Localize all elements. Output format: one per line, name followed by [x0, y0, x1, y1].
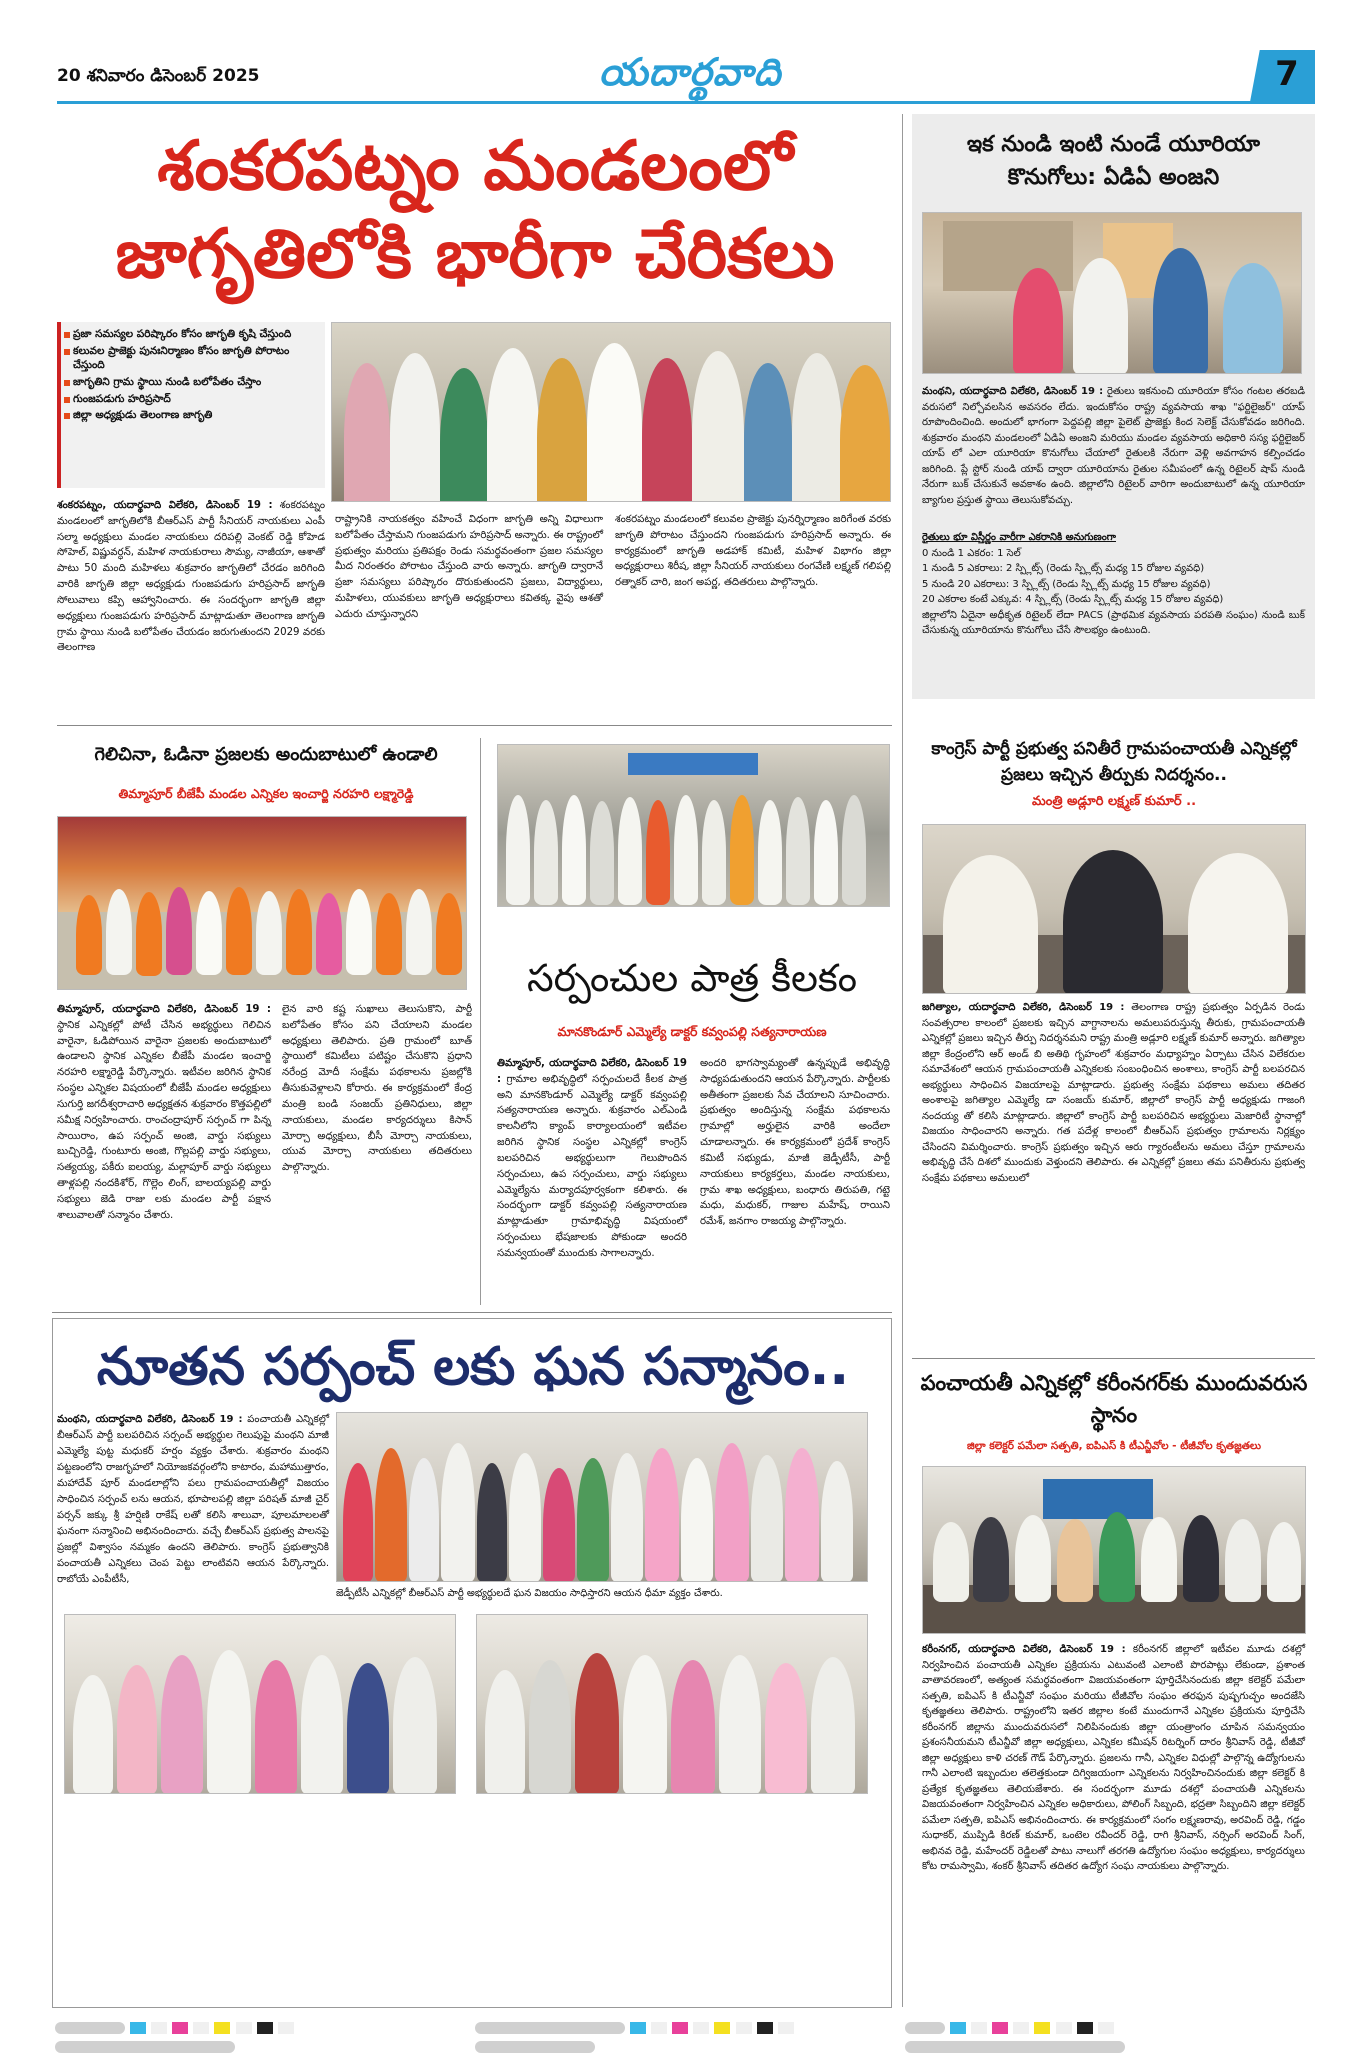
karimnagar-headline: పంచాయతీ ఎన్నికల్లో కరీంనగర్‌కు ముందువరుస స్థానం: [920, 1371, 1308, 1427]
header-rule: [57, 101, 1315, 104]
gelichina-headline: గెలిచినా, ఓడినా ప్రజలకు అందుబాటులో ఉండాలి: [94, 744, 438, 765]
lead-bullet: గుంజపడుగు హరిప్రసాద్: [61, 391, 325, 408]
lead-body-col1: [57, 498, 325, 656]
gelichina-text-col1: స్థానిక ఎన్నికల్లో పోటీ చేసిన అభ్యర్థులు గెలిచిన వారైనా, ఓడిపోయిన వారైనా ప్రజలకు అందుబాటులో ఉండాలని స్థానిక ఎన్నికల బీజేపీ మండల ఇంచార్జి నరహరి లక్ష్మారెడ్డి పేర్కొన్నారు. ఇటీవల జరిగిన స్థానిక సంస్థల ఎన్నికల విషయంలో బీజేపీ మండల అధ్యక్షులు సుగుర్తి జగదీశ్వరాచారి అధ్యక్షతన శుక్రవారం కొత్తపల్లిలో సమీక్ష నిర్వహించారు. రాంచంద్రాపూర్ సర్పంచ్ గా పిన్న సాయిరాం, ఉప సర్పంచ్ అంజి, వార్డు సభ్యులు బుచ్చిరెడ్డి, గుంటూరు అంజి, గొల్లపల్లి వార్డు సభ్యులు, సత్యయ్య, పకీరు ఐలయ్య, మల్లాపూర్ వార్డు సభ్యులు తాళ్లపల్లి నందకిశోర్, గొల్లెం లింగ్, బాలయ్యపల్లి వార్డు సభ్యులు జెడి రాజు లకు మండల పార్టీ పక్షాన శాలువాలతో సన్మానం చేశారు.: [57, 1019, 271, 1221]
felicitation-text: పంచాయతీ ఎన్నికల్లో బీఆర్ఎస్ పార్టీ బలపరిచిన సర్పంచ్ అభ్యర్థుల గెలుపుపై మంథని మాజీ ఎమ్మెల్యే పుట్ట మధుకర్ హర్షం వ్యక్తం చేశారు. శుక్రవారం మంథని పట్టణంలోని రాజగృహలో నియోజకవర్గంలోని కాటారం, మహాముత్తారం, మహాదేవ్ పూర్ మండలాల్లోని పలు గ్రామపంచాయతీల్లో విజయం సాధించిన సర్పంచ్ లను ఆయన, భూపాలపల్లి జిల్లా పరిషత్ మాజీ చైర్ పర్సన్ జక్కు శ్రీ హర్షిణి రాకేష్ లతో కలిసి శాలువా, పూలమాలలతో ఘనంగా సన్మానించి అభినందించారు. వచ్చే బీఆర్ఎస్ ప్రభుత్వ పాలనపై ప్రజల్లో విశ్వాసం నమ్మకం ఉందని తెలిపారు. కాంగ్రెస్ ప్రభుత్వానికి పంచాయతీ ఎన్నికలు చెంప పెట్టు లాంటివని ఆయన పేర్కొన్నారు. రాబోయే ఎంపీటీసీ,: [57, 1414, 329, 1585]
felicitation-continuation-text: జెడ్పీటీసీ ఎన్నికల్లో బీఆర్ఎస్ పార్టీ అభ్యర్థులదే ఘన విజయం సాధిస్తారని ఆయన ధీమా వ్యక్తం చేశారు.: [336, 1588, 723, 1599]
gelichina-body-col2: [282, 1002, 472, 1176]
urea-dateline: మంథని, యదార్థవాది విలేకరి, డిసెంబర్ 19 :: [922, 386, 1104, 397]
page-number: 7: [1275, 54, 1299, 94]
lead-headline-line2: జాగృతిలోకి భారీగా చేరికలు: [115, 215, 835, 294]
lead-bullet: ప్రజా సమస్యల పరిష్కారం కోసం జాగృతి కృషి చేస్తుంది: [61, 326, 325, 343]
lead-text-col2: రాష్ట్రానికి నాయకత్వం వహించే విధంగా జాగృతి అన్ని విధాలుగా బలోపేతం చేస్తామని గుంజపడుగు హరిప్రసాద్ అన్నారు. ఈ రాష్ట్రంలో ప్రభుత్వం మరియు ప్రతిపక్షం రెండు సమర్థవంతంగా ప్రజల సమస్యల మీద నిరంతరం పోరాటం చేస్తుంది వారు అన్నారు. జాగృతి ద్వారానే ప్రజా సమస్యలు పరిష్కారం దొరుకుతుందని ప్రజలు, విద్యార్థులు, మహిళలు, యువకులు జాగృతి అధ్యక్షురాలు కవితక్క వైపు ఆశతో ఎదురు చూస్తున్నారని: [335, 514, 603, 620]
sarpanch-role-text-col1: గ్రామాల అభివృద్ధిలో సర్పంచులదే కీలక పాత్ర అని మానకొండూర్ ఎమ్మెల్యే డాక్టర్ కవ్వంపల్లి సత్యనారాయణ అన్నారు. శుక్రవారం ఎల్ఎండి కాలనీలోని క్యాంప్ కార్యాలయంలో ఇటీవల జరిగిన స్థానిక సంస్థల ఎన్నికల్లో కాంగ్రెస్ బలపరిచిన అభ్యర్థులుగా గెలుపొందిన సర్పంచులు, ఉప సర్పంచులు, వార్డు సభ్యులు ఎమ్మెల్యేను మర్యాదపూర్వకంగా కలిశారు. ఈ సందర్భంగా డాక్టర్ కవ్వంపల్లి సత్యనారాయణ మాట్లాడుతూ గ్రామాభివృద్ధి విషయంలో సర్పంచులు భేషజాలకు పోకుండా అందరి సమన్వయంతో ముందుకు సాగాలన్నారు.: [497, 1073, 687, 1259]
urea-table: [922, 530, 1305, 639]
main-column-divider: [902, 114, 903, 2007]
gelichina-text-col2: లైన వారి కష్ట సుఖాలు తెలుసుకొని, పార్టీ బలోపేతం కోసం పని చేయాలని మండల అధ్యక్షులు తెలిపారు. ప్రతి గ్రామంలో బూత్ స్థాయిలో కమిటీలు పటిష్టం చేసుకొని ప్రధాని నరేంద్ర మోదీ సంక్షేమ పథకాలను ప్రజల్లోకి తీసుకువెళ్లాలని కోరారు. ఈ కార్యక్రమంలో కేంద్ర మంత్రి బండి సంజయ్ ప్రతినిధులు, జిల్లా నాయకులు, మండల కార్యదర్శులు కిసాన్ మోర్చా అధ్యక్షులు, బీసీ మోర్చా నాయకులు, యువ మోర్చా నాయకులు తదితరులు పాల్గొన్నారు.: [282, 1004, 472, 1174]
lead-text-col1: శంకరపట్నం మండలంలో జాగృతిలోకి బీఆర్ఎస్ పార్టీ సీనియర్ నాయకులు ఎంపీ సల్మా అధ్యక్షులు మండల నాయకులు దరిపల్లి వెంకట్ రెడ్డి కోహెడ సోహెల్, విష్ణువర్ధన్, మహిళ నాయకురాలు సౌమ్య, నాజీయా, ఆశాతో పాటు 50 మంది మహిళలు శుక్రవారం జాగృతిలో చేరడం జరిగింది వారికి జాగృతి జిల్లా అధ్యక్షుడు గుంజపడుగు హరిప్రసాద్ జాగృతి సోలువాలు కప్పి ఆహ్వానించారు. ఈ సందర్భంగా జాగృతి జిల్లా అధ్యక్షులు గుంజపడుగు హరిప్రసాద్ మాట్లాడుతూ తెలంగాణ జాగృతి గ్రామ స్థాయి నుండి బలోపేతం చేయడం జరుగుతుందని 2029 వరకు తెలంగాణ: [57, 500, 325, 654]
lead-headline-line1: శంకరపట్నం మండలంలో: [157, 127, 793, 206]
mid-column-divider: [480, 738, 481, 1305]
lead-photo: [331, 322, 891, 502]
felicitation-photo-right: [476, 1614, 868, 1794]
sarpanch-role-photo: [497, 744, 890, 907]
karimnagar-dateline: కరీంనగర్, యదార్థవాది విలేకరి, డిసెంబర్ 19 :: [922, 1644, 1126, 1655]
congress-subhead: మంత్రి అడ్లూరి లక్ష్మణ్ కుమార్ ..: [1031, 794, 1197, 809]
section-rule: [912, 1358, 1315, 1359]
felicitation-continuation: [336, 1586, 868, 1602]
urea-photo: [922, 212, 1302, 374]
congress-text: తెలంగాణ రాష్ట్ర ప్రభుత్వం ఏర్పడిన రెండు సంవత్సరాల కాలంలో ప్రజలకు ఇచ్చిన వాగ్దానాలను అమలుపరుస్తున్న తీరుకు, గ్రామపంచాయతీ ఎన్నికల్లో ప్రజలు ఇచ్చిన తీర్పు నిదర్శనమని రాష్ట్ర మంత్రి అడ్లూరి లక్ష్మణ్ కుమార్ అన్నారు. జగిత్యాల జిల్లా కేంద్రంలోని ఆర్ అండ్ బి అతిథి గృహంలో శుక్రవారం మధ్యాహ్నం ఏర్పాటు చేసిన విలేకరుల సమావేశంలో ఆయన గ్రామపంచాయతీ ఎన్నికలకు సంబంధించిన అంశాలు, కాంగ్రెస్ పార్టీ బలపరచిన అభ్యర్థులు సాధించిన విజయాలపై మాట్లాడారు. ప్రభుత్వ సంక్షేమ పథకాలు అమలు తదితర అంశాలపై జగిత్యాల ఎమ్మెల్యే డా సంజయ్ కుమార్, జిల్లాలో కాంగ్రెస్ పార్టీ అధ్యక్షుడు గాజంగి నందయ్య తో కలిసి మాట్లాడారు. జిల్లాలో కాంగ్రెస్ పార్టీ బలపరిచిన అభ్యర్థులు మెజారిటీ స్థానాల్లో విజయం సాధించారని అన్నారు. గత పదేళ్ల కాలంలో బీఆర్ఎస్ ప్రభుత్వం గ్రామాలను నిర్లక్ష్యం చేసిందని విమర్శించారు. కాంగ్రెస్ ప్రభుత్వం ఇచ్చిన ఆరు గ్యారంటీలను అమలు చేస్తూ గ్రామాలను అభివృద్ధి చేసే దిశలో ముందుకు వెళ్తుందని తెలిపారు. ఈ ఎన్నికల్లో ప్రజలు తమ పనితీరును ప్రభుత్వ సంక్షేమ పథకాలు అమలులో: [922, 1002, 1305, 1184]
felicitation-body: [57, 1412, 329, 1588]
urea-table-row: 1 నుండి 5 ఎకరాలు: 2 స్ప్లిట్స్ (రెండు స్ప్లిట్స్ మధ్య 15 రోజుల వ్యవధి): [922, 563, 1205, 574]
gelichina-dateline: తిమ్మాపూర్, యదార్థవాది విలేకరి, డిసెంబర్ 19 :: [57, 1004, 271, 1015]
lead-bullet: జాగృతిని గ్రామ స్థాయి నుండి బలోపేతం చేస్తాం: [61, 374, 325, 391]
urea-table-row: 0 నుండి 1 ఎకరం: 1 సెల్: [922, 547, 1021, 559]
urea-table-row: 5 నుండి 20 ఎకరాలు: 3 స్ప్లిట్స్ (రెండు స్ప్లిట్స్ మధ్య 15 రోజుల వ్యవధి): [922, 578, 1211, 590]
lead-dateline: శంకరపట్నం, యదార్థవాది విలేకరి, డిసెంబర్ 19 :: [57, 500, 273, 511]
section-rule: [52, 1312, 892, 1313]
congress-body: [922, 1000, 1305, 1186]
congress-photo: [922, 824, 1306, 994]
urea-table-row: 20 ఎకరాల కంటే ఎక్కువ: 4 స్ప్లిట్స్ (రెండు స్ప్లిట్స్ మధ్య 15 రోజుల వ్యవధి): [922, 594, 1224, 605]
urea-table-title: రైతులు భూ విస్తీర్ణం వారీగా ఎకరానికి అనుగుణంగా: [922, 532, 1116, 543]
karimnagar-body: [922, 1642, 1305, 1875]
sarpanch-role-headline: సర్పంచుల పాత్ర కీలకం: [527, 956, 857, 1000]
sarpanch-role-body-col2: [700, 1056, 890, 1230]
urea-body: [922, 384, 1305, 508]
karimnagar-text: కరీంనగర్ జిల్లాలో ఇటీవల మూడు దశల్లో నిర్వహించిన పంచాయతీ ఎన్నికల ప్రక్రియను ఎటువంటి ఎలాంటి పొరపాట్లు లేకుండా, ప్రశాంత వాతావరణంలో, అత్యంత సమర్థవంతంగా విజయవంతంగా పూర్తిచేసినందుకు జిల్లా కలెక్టర్ పమేలా సత్పతి, ఐపిఎస్ కి టీఎన్జీవో సంఘం మరియు టీజీవోల సంఘం తరఫున పుష్పగుచ్ఛం అందజేసి కృతజ్ఞతలు తెలిపారు. రాష్ట్రంలోని ఇతర జిల్లాల కంటే ముందుగానే ఎన్నికల ప్రక్రియను పూర్తిచేసి కరీంనగర్ జిల్లాను ముందువరుసలో నిలిపినందుకు జిల్లా యంత్రాంగం చూపిన సమన్వయం ప్రశంసనీయమని టీఎన్జీవో జిల్లా అధ్యక్షులు, ఎన్నికల కమీషన్ రిటర్నింగ్ దారం శ్రీనివాస్ రెడ్డి, టీజీవో జిల్లా అధ్యక్షులు కాళి చరణ్ గౌడ్ పేర్కొన్నారు. ప్రజలను గానీ, ఎన్నికల విధుల్లో పాల్గొన్న ఉద్యోగులను గానీ ఎలాంటి ఇబ్బందుల తలెత్తకుండా దిగ్విజయంగా ఎన్నికలను నిర్వహించినందుకు జిల్లా కలెక్టర్ కి ప్రత్యేక కృతజ్ఞతలు తెలియజేశారు. ఈ సందర్భంగా మూడు దశల్లో పంచాయతీ ఎన్నికలను విజయవంతంగా నిర్వహించిన ఎన్నికల అధికారులు, పోలింగ్ సిబ్బంది, భద్రతా సిబ్బందిని జిల్లా కలెక్టర్ పమేలా సత్పతి, ఐపిఎస్ అభినందించారు. ఈ కార్యక్రమంలో సంగం లక్ష్మణరావు, అరవింద్ రెడ్డి, గడ్డం సుధాకర్, ముప్పిడి కిరణ్ కుమార్, ఒంటెల రవీందర్ రెడ్డి, రాగి శ్రీనివాస్, నర్సింగ్ అరవింద్ సింగ్, అభినవ రెడ్డి, మహేందర్ రెడ్డిలతో పాటు నాలుగో తరగతి ఉద్యోగుల సంఘం అధ్యక్షులు, కార్యదర్శులు కోట రామస్వామి, శంకర్ శ్రీనివాస్ తదితర ఉద్యోగ సంఘ నాయకులు పాల్గొన్నారు.: [922, 1644, 1305, 1872]
page-date: 20 శనివారం డిసెంబర్ 2025: [57, 66, 260, 86]
masthead: యదార్థవాది: [598, 50, 782, 94]
color-registration-bar: [55, 2022, 465, 2034]
section-rule: [57, 725, 892, 726]
sarpanch-role-body-col1: [497, 1056, 687, 1262]
lead-text-col3: శంకరపట్నం మండలంలో కలువల ప్రాజెక్టు పునర్నిర్మాణం జరిగేంత వరకు జాగృతి పోరాటం చేస్తుందని గుంజపడుగు హరిప్రసాద్ అన్నారు. ఈ కార్యక్రమంలో జాగృతి అడహాక్ కమిటీ, మహిళ విభాగం జిల్లా అధ్యక్షురాలు శిరీష, జిల్లా సీనియర్ నాయకులు రంగవేణి లక్ష్మణ్ గలిపల్లి రత్నాకర్ చారి, జంగ అపర్ణ, తదితరులు పాల్గొన్నారు.: [615, 514, 891, 589]
sarpanch-role-dateline: తిమ్మాపూర్, యదార్థవాది విలేకరి, డిసెంబర్ 19 :: [497, 1058, 687, 1085]
lead-bullet: కలువల ప్రాజెక్టు పునఃనిర్మాణం కోసం జాగృతి పోరాటం చేస్తుంది: [61, 343, 325, 374]
karimnagar-subhead: జిల్లా కలెక్టర్ పమేలా సత్పతి, ఐపిఎస్ కి టీఎన్జీవోల - టీజీవోల కృతజ్ఞతలు: [966, 1440, 1262, 1452]
felicitation-headline: నూతన సర్పంచ్ లకు ఘన సన్మానం..: [96, 1337, 850, 1397]
felicitation-photo-main: [336, 1412, 868, 1582]
color-registration-bar: [475, 2022, 895, 2034]
urea-text: రైతులు ఇకనుంచి యూరియా కోసం గంటల తరబడి వరుసలో నిల్చోవలసిన అవసరం లేదు. ఇందుకోసం రాష్ట్ర వ్యవసాయ శాఖ "ఫర్టిలైజర్" యాప్ రూపొందించింది. అందులో భాగంగా పెద్దపల్లి జిల్లా పైలెట్ ప్రాజెక్టు కింద సెలెక్ట్ చేసుకోవడం జరిగింది. శుక్రవారం మంథని మండలంలో ఏడిఏ అంజని మరియు మండల వ్యవసాయ అధికారి సస్య ఫర్టిలైజర్ యాప్ లో ఎలా యూరియా కొనుగోలు చేయాలో రైతులకి నేరుగా వెళ్లి అవగాహన కల్పించడం జరిగింది. ప్లే స్టోర్ నుండి యాప్ ద్వారా యూరియాను రైతుల సమీపంలో ఉన్న రిటైలర్ షాప్ నుండి నేరుగా బుక్ చేసుకునే అవకాశం ఉంది. జిల్లాలోని రిటైలర్ వారిగా అందుబాటులో ఉన్న యూరియా బ్యాగుల ప్రస్తుత స్థాయి తెలుసుకోవచ్చు.: [922, 386, 1306, 506]
felicitation-photo-left: [64, 1614, 456, 1794]
lead-body-col2: [335, 512, 603, 623]
felicitation-dateline: మంథని, యదార్థవాది విలేకరి, డిసెంబర్ 19 :: [57, 1414, 243, 1425]
lead-body-col3: [615, 512, 891, 591]
congress-dateline: జగిత్యాల, యదార్థవాది విలేకరి, డిసెంబర్ 19 :: [922, 1002, 1125, 1013]
urea-headline: ఇక నుండి ఇంటి నుండే యూరియా కొనుగోలు: ఏడిఏ అంజని: [967, 132, 1260, 190]
lead-bullet-box: [57, 322, 325, 488]
gelichina-photo: [57, 816, 467, 990]
lead-bullet: జిల్లా అధ్యక్షుడు తెలంగాణ జాగృతి: [61, 407, 325, 424]
sarpanch-role-text-col2: అందరి భాగస్వామ్యంతో ఉన్నప్పుడే అభివృద్ధి సాధ్యపడుతుందని ఆయన పేర్కొన్నారు. పార్టీలకు అతీతంగా ప్రజలకు సేవ చేయాలని సూచించారు. ప్రభుత్వం అందిస్తున్న సంక్షేమ పథకాలను గ్రామాల్లో అర్హులైన వారికి అందేలా చూడాలన్నారు. ఈ కార్యక్రమంలో ప్రదేశ్ కాంగ్రెస్ కమిటీ సభ్యుడు, మాజీ జెడ్పీటీసీ, పార్టీ నాయకులు కార్యకర్తలు, మండల నాయకులు, గ్రామ శాఖ అధ్యక్షులు, బంధారు తిరుపతి, గట్టె మధు, మధుకర్, గాజుల మహేష్, రాయిని రమేశ్, జనగాం రాజయ్య పాల్గొన్నారు.: [700, 1058, 890, 1228]
gelichina-subhead: తిమ్మాపూర్ బీజేపీ మండల ఎన్నికల ఇంచార్జి నరహరి లక్ష్మారెడ్డి: [118, 786, 414, 801]
urea-tail: జిల్లాలోని ఏదైనా అధీకృత రిటైలర్ లేదా PACS (ప్రాథమిక వ్యవసాయ పరపతి సంఘం) నుండి బుక్ చేసుకున్న యూరియాను కొనుగోలు చేసే సౌలభ్యం ఉంటుంది.: [922, 609, 1305, 636]
color-registration-bar: [905, 2022, 1315, 2034]
sarpanch-role-subhead: మానకొండూర్ ఎమ్మెల్యే డాక్టర్ కవ్వంపల్లి సత్యనారాయణ: [557, 1024, 827, 1039]
congress-headline: కాంగ్రెస్ పార్టీ ప్రభుత్వ పనితీరే గ్రామపంచాయతీ ఎన్నికల్లో ప్రజలు ఇచ్చిన తీర్పుకు నిదర్శనం..: [931, 739, 1297, 786]
gelichina-body-col1: [57, 1002, 271, 1223]
karimnagar-photo: [922, 1466, 1306, 1634]
